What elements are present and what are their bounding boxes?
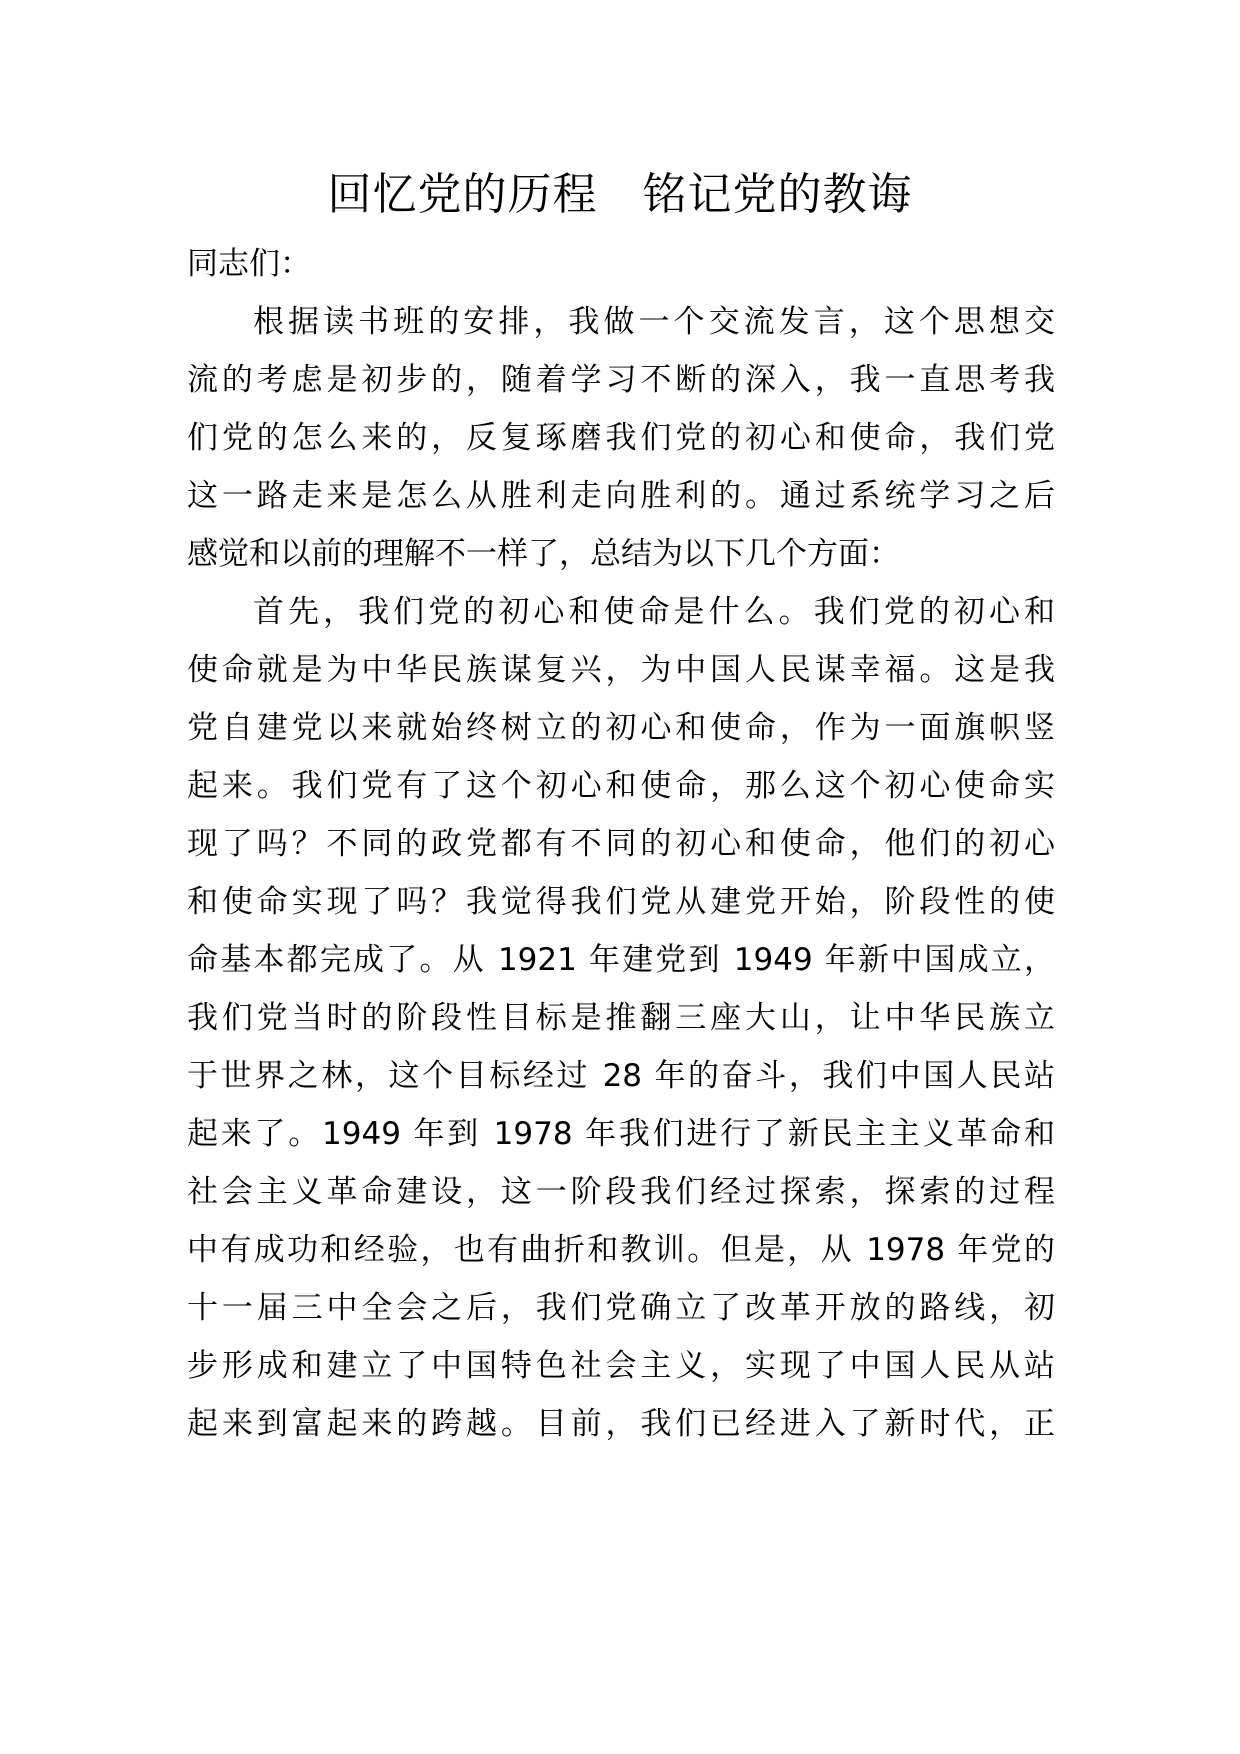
paragraph-line: 首先，我们党的初心和使命是什么。我们党的初心和 [253,594,1055,630]
paragraph-line: 起来。我们党有了这个初心和使命，那么这个初心使命实 [187,768,1055,804]
paragraph-line: 社会主义革命建设，这一阶段我们经过探索，探索的过程 [187,1174,1055,1210]
paragraph-line: 起来了。1949 年到 1978 年我们进行了新民主主义革命和 [187,1116,1055,1152]
paragraph-line: 党自建党以来就始终树立的初心和使命，作为一面旗帜竖 [187,710,1055,746]
paragraph-line: 命基本都完成了。从 1921 年建党到 1949 年新中国成立， [187,942,1055,978]
paragraph-line: 们党的怎么来的，反复琢磨我们党的初心和使命，我们党 [187,420,1055,456]
document-title: 回忆党的历程 铭记党的教诲 [327,169,913,220]
paragraph-line: 使命就是为中华民族谋复兴，为中国人民谋幸福。这是我 [187,652,1055,688]
paragraph-line: 这一路走来是怎么从胜利走向胜利的。通过系统学习之后 [187,478,1055,514]
paragraph-line: 流的考虑是初步的，随着学习不断的深入，我一直思考我 [187,362,1055,398]
paragraph-line: 步形成和建立了中国特色社会主义，实现了中国人民从站 [187,1348,1055,1384]
paragraph-line: 感觉和以前的理解不一样了，总结为以下几个方面： [187,536,900,572]
paragraph-line: 我们党当时的阶段性目标是推翻三座大山，让中华民族立 [187,1000,1055,1036]
paragraph-line: 于世界之林，这个目标经过 28 年的奋斗，我们中国人民站 [187,1058,1055,1094]
paragraph-line: 十一届三中全会之后，我们党确立了改革开放的路线，初 [187,1290,1055,1326]
salutation: 同志们： [187,246,311,282]
paragraph-line: 现了吗？不同的政党都有不同的初心和使命，他们的初心 [187,826,1055,862]
paragraph-line: 根据读书班的安排，我做一个交流发言，这个思想交 [253,304,1055,340]
paragraph-line: 中有成功和经验，也有曲折和教训。但是，从 1978 年党的 [187,1232,1055,1268]
paragraph-line: 起来到富起来的跨越。目前，我们已经进入了新时代，正 [187,1406,1055,1442]
paragraph-line: 和使命实现了吗？我觉得我们党从建党开始，阶段性的使 [187,884,1055,920]
